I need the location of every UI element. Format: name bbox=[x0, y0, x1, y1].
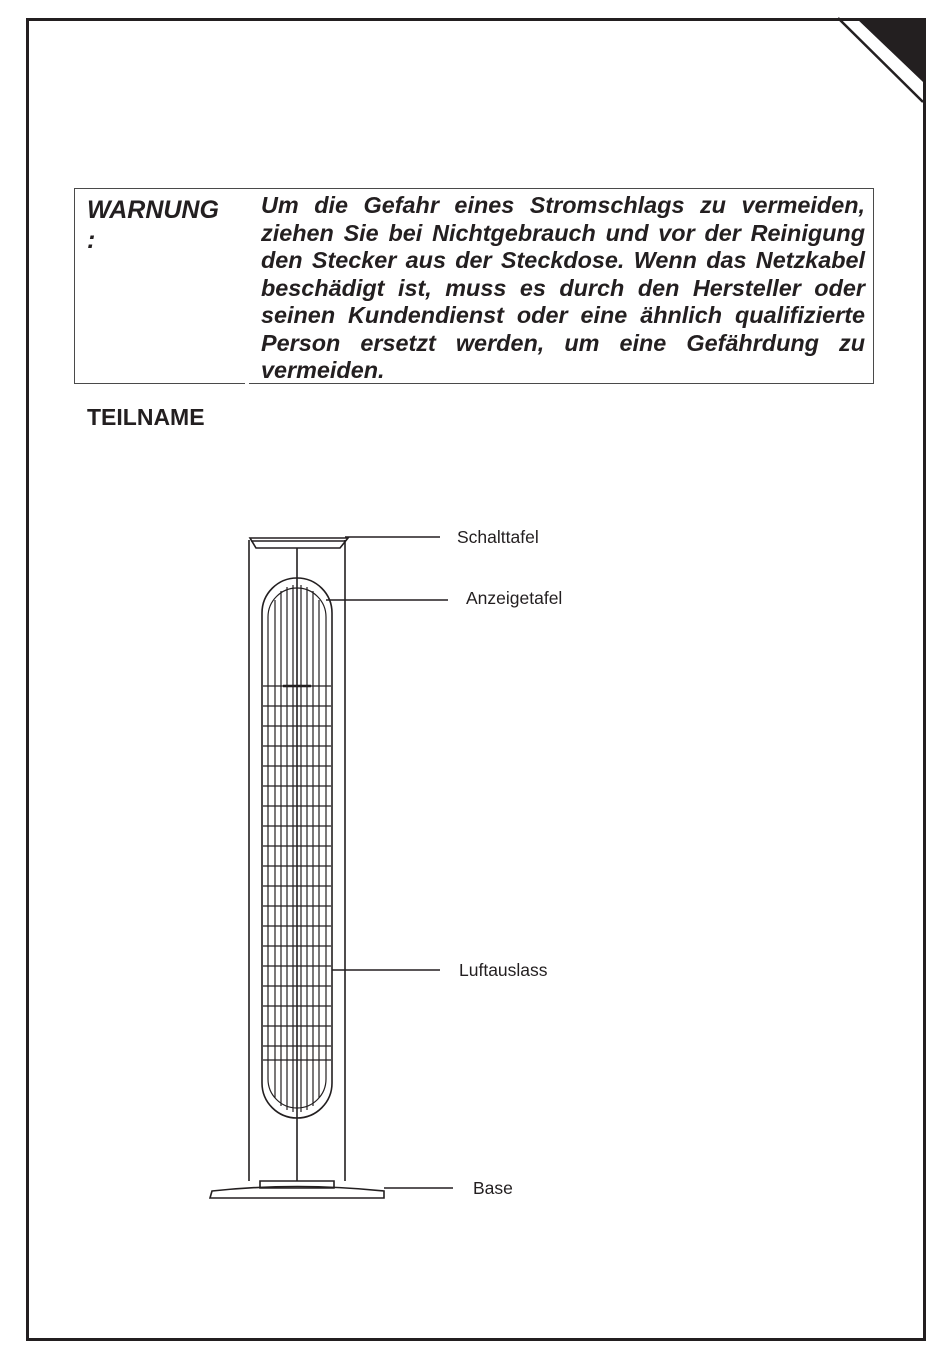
label-luftauslass: Luftauslass bbox=[459, 960, 548, 980]
section-title: TEILNAME bbox=[87, 404, 205, 430]
warning-text: Um die Gefahr eines Stromschlags zu vermeiden, ziehen Sie bei Nichtgebrauch und vor der Reinigung den Stecker aus der Steckdose. Wenn das Netzkabel beschädigt ist, muss es durch den Hersteller oder seinen Kundendienst oder eine ähnlich qualifizierte Person ersetzt werden, um eine Gefährdung zu vermeiden. bbox=[261, 192, 865, 383]
label-anzeigetafel: Anzeigetafel bbox=[466, 588, 563, 608]
label-schalttafel: Schalttafel bbox=[457, 527, 539, 547]
warning-label: WARNUNG : bbox=[87, 196, 219, 254]
label-base: Base bbox=[473, 1178, 513, 1198]
